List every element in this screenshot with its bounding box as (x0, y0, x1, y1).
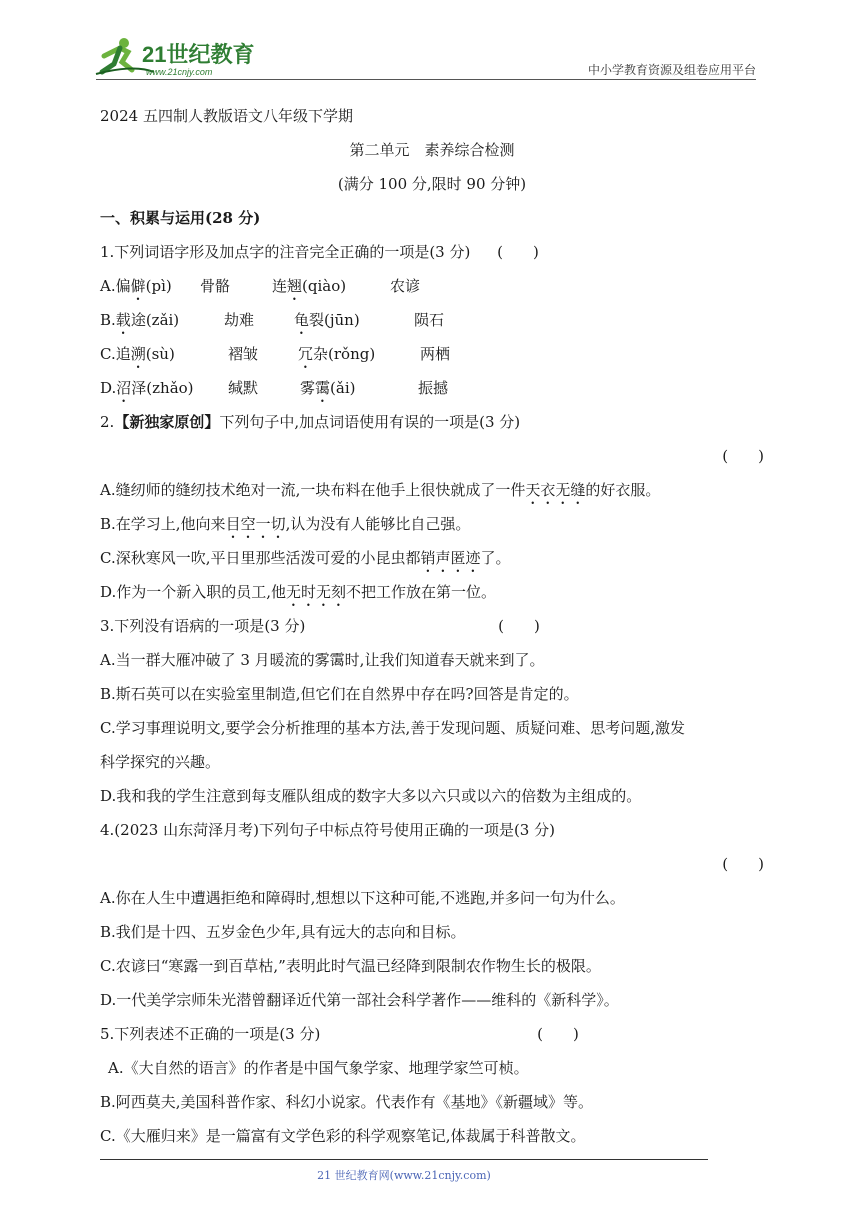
svg-text:www.21cnjy.com: www.21cnjy.com (146, 67, 213, 77)
question-3-option-d: D.我和我的学生注意到每支雁队组成的数字大多以六只或以六的倍数为主组成的。 (100, 787, 642, 805)
exam-title: 第二单元 素养综合检测 (349, 141, 515, 159)
question-3-option-c-cont: 科学探究的兴趣。 (100, 753, 221, 771)
question-1-stem (100, 240, 764, 274)
question-3-stem: 3.下列没有语病的一项是(3 分) ( ) (100, 617, 540, 635)
question-5-stem: 5.下列表述不正确的一项是(3 分) ( ) (100, 1025, 579, 1043)
question-5-option-a: A.《大自然的语言》的作者是中国气象学家、地理学家竺可桢。 (108, 1059, 529, 1077)
question-4-stem: 4.(2023 山东菏泽月考)下列句子中标点符号使用正确的一项是(3 分) (100, 821, 555, 839)
answer-paren: ( ) (498, 617, 540, 635)
question-5-option-c: C.《大雁归来》是一篇富有文学色彩的科学观察笔记,体裁属于科普散文。 (100, 1127, 586, 1145)
question-4-option-a: A.你在人生中遭遇拒绝和障碍时,想想以下这种可能,不逃跑,并多问一句为什么。 (100, 889, 625, 907)
original-tag: 【新独家原创】 (114, 413, 220, 431)
exam-subtitle: (满分 100 分,限时 90 分钟) (337, 175, 527, 193)
question-2-option-c: C.深秋寒风一吹,平日里那些活泼可爱的小昆虫都销声匿迹了。 (100, 549, 511, 567)
answer-paren: ( ) (497, 243, 539, 261)
question-2-stem: 2.【新独家原创】下列句子中,加点词语使用有误的一项是(3 分) (100, 413, 521, 431)
question-1-option-d: D.沼泽(zhǎo) 缄默 雾霭(ǎi) 振撼 (100, 379, 449, 397)
question-5-option-b: B.阿西莫夫,美国科普作家、科幻小说家。代表作有《基地》《新疆域》等。 (100, 1093, 594, 1111)
runner-logo-icon (94, 34, 264, 80)
course-line: 2024 五四制人教版语文八年级下学期 (100, 107, 353, 125)
platform-name: 中小学教育资源及组卷应用平台 (587, 63, 756, 77)
footer-divider (100, 1159, 708, 1160)
question-4-option-c: C.农谚曰“寒露一到百草枯,”表明此时气温已经降到限制农作物生长的极限。 (100, 957, 601, 975)
answer-paren: ( ) (537, 1025, 579, 1043)
question-4-option-d: D.一代美学宗师朱光潜曾翻译近代第一部社会科学著作——维科的《新科学》。 (100, 991, 619, 1009)
question-1-option-b: B.载途(zǎi) 劫难 龟裂(jūn) 陨石 (100, 311, 445, 329)
question-2-option-a: A.缝纫师的缝纫技术绝对一流,一块布料在他手上很快就成了一件天衣无缝的好衣服。 (100, 481, 661, 499)
answer-paren: ( ) (722, 855, 764, 873)
section-heading: 一、积累与运用(28 分) (100, 209, 261, 227)
question-3-option-c: C.学习事理说明文,要学会分析推理的基本方法,善于发现问题、质疑问难、思考问题,激发 (100, 719, 686, 737)
question-3-option-b: B.斯石英可以在实验室里制造,但它们在自然界中存在吗?回答是肯定的。 (100, 685, 579, 703)
question-4-option-b: B.我们是十四、五岁金色少年,具有远大的志向和目标。 (100, 923, 466, 941)
question-2-option-d: D.作为一个新入职的员工,他无时无刻不把工作放在第一位。 (100, 583, 497, 601)
exam-content (100, 104, 764, 1158)
footer-source: 21 世纪教育网(www.21cnjy.com) (317, 1169, 491, 1182)
question-3-option-a: A.当一群大雁冲破了 3 月暖流的雾霭时,让我们知道春天就来到了。 (100, 651, 545, 669)
question-1-option-a: A.偏僻(pì) 骨骼 连翘(qiào) 农谚 (100, 277, 421, 295)
header-divider (96, 79, 756, 80)
question-text: 1.下列词语字形及加点字的注音完全正确的一项是(3 分) (100, 243, 471, 261)
question-2-option-b: B.在学习上,他向来目空一切,认为没有人能够比自己强。 (100, 515, 471, 533)
answer-paren: ( ) (722, 447, 764, 465)
question-1-option-c: C.追溯(sù) 褶皱 冗杂(rǒng) 两栖 (100, 345, 451, 363)
svg-text:21世纪教育: 21世纪教育 (142, 42, 255, 67)
site-logo (94, 34, 264, 80)
